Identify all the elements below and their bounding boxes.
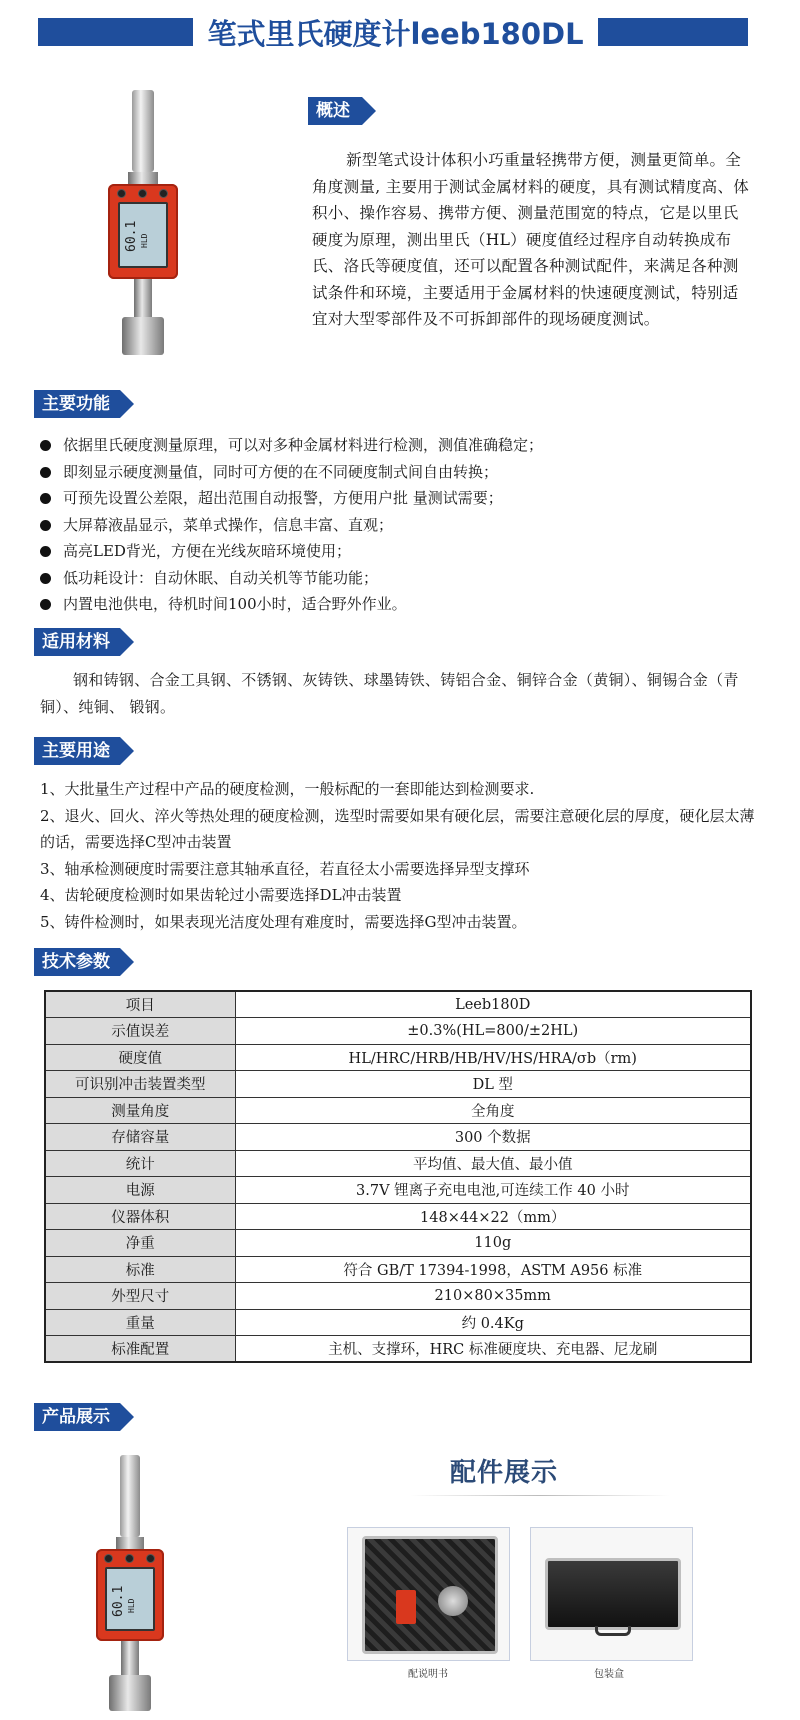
spec-key: 净重 (45, 1230, 235, 1257)
accessory-caption-manual: 配说明书 (408, 1669, 448, 1680)
section-tag-features: 主要功能 (34, 390, 134, 418)
spec-table (44, 990, 752, 1363)
spec-key: 测量角度 (45, 1097, 235, 1124)
spec-value: ±0.3%(HL=800/±2HL) (235, 1018, 751, 1045)
accessory-image-closed-case (530, 1527, 693, 1661)
spec-value: 全角度 (235, 1097, 751, 1124)
list-item: 低功耗设计：自动休眠、自动关机等节能功能； (38, 565, 758, 592)
list-item: 1、大批量生产过程中产品的硬度检测，一般标配的一套即能达到检测要求. (40, 780, 535, 798)
accessories-title: 配件展示 (450, 1458, 559, 1488)
accessory-image-open-case (347, 1527, 510, 1661)
table-row (45, 1150, 751, 1177)
spec-value: 主机、支撑环，HRC 标准硬度块、充电器、尼龙刷 (235, 1336, 751, 1363)
page-title: 笔式里氏硬度计leeb180DL (207, 17, 584, 51)
spec-value: HL/HRC/HRB/HB/HV/HS/HRA/σb（rm) (235, 1044, 751, 1071)
section-tag-uses: 主要用途 (34, 737, 134, 765)
list-item: 2、退火、回火、淬火等热处理的硬度检测，选型时需要如果有硬化层，需要注意硬化层的厚度，硬化层太薄的话，需要选择C型冲击装置 (40, 806, 755, 851)
page-title-bar (38, 17, 748, 51)
table-row (45, 1309, 751, 1336)
spec-value: DL 型 (235, 1071, 751, 1098)
accessories-divider (410, 1495, 670, 1496)
list-item: 5、铸件检测时，如果表现光洁度处理有难度时，需要选择G型冲击装置。 (40, 912, 527, 931)
device-reading: 60.1 (111, 1585, 126, 1617)
product-image-top (108, 90, 188, 360)
spec-key: 示值误差 (45, 1018, 235, 1045)
table-row (45, 1283, 751, 1310)
table-row (45, 1203, 751, 1230)
device-unit: HLD (127, 1598, 136, 1613)
table-row (45, 991, 751, 1018)
spec-key: 存储容量 (45, 1124, 235, 1151)
materials-text: 钢和铸钢、合金工具钢、不锈钢、灰铸铁、球墨铸铁、铸铝合金、铜锌合金（黄铜）、铜锡合金（青铜）、纯铜、 锻钢。 (40, 671, 739, 716)
table-row (45, 1124, 751, 1151)
device-reading: 60.1 (124, 220, 139, 252)
list-item: 即刻显示硬度测量值，同时可方便的在不同硬度制式间自由转换； (38, 459, 758, 486)
list-item: 大屏幕液晶显示，菜单式操作，信息丰富、直观； (38, 512, 758, 539)
title-bar-left (38, 18, 193, 46)
spec-key: 外型尺寸 (45, 1283, 235, 1310)
spec-value: 符合 GB/T 17394-1998，ASTM A956 标准 (235, 1256, 751, 1283)
spec-value: 148×44×22（mm） (235, 1203, 751, 1230)
device-unit: HLD (140, 233, 149, 248)
section-tag-materials: 适用材料 (34, 628, 134, 656)
list-item: 可预先设置公差限，超出范围自动报警，方便用户批 量测试需要； (38, 485, 758, 512)
spec-key: 标准 (45, 1256, 235, 1283)
table-row (45, 1177, 751, 1204)
overview-text: 新型笔式设计体积小巧重量轻携带方便，测量更简单。全角度测量, 主要用于测试金属材料的硬度，具有测试精度高、体积小、操作容易、携带方便、测量范围宽的特点，它是以里氏硬度为原理，测出里氏（HL）硬度值经过程序自动转换成布氏、洛氏等硬度值，还可以配置各种测试配件，来满足各种测试条件和环境，主要适用于金属材料的快速硬度测试，特别适宜对大型零部件及不可拆卸部件的现场硬度测试。 (312, 151, 750, 328)
spec-key: 仪器体积 (45, 1203, 235, 1230)
list-item: 3、轴承检测硬度时需要注意其轴承直径，若直径太小需要选择异型支撑环 (40, 859, 530, 878)
spec-value: 210×80×35mm (235, 1283, 751, 1310)
spec-value: 3.7V 锂离子充电电池,可连续工作 40 小时 (235, 1177, 751, 1204)
table-row (45, 1018, 751, 1045)
list-item: 4、齿轮硬度检测时如果齿轮过小需要选择DL冲击装置 (40, 886, 402, 904)
table-row (45, 1230, 751, 1257)
spec-key: 硬度值 (45, 1044, 235, 1071)
spec-key: 重量 (45, 1309, 235, 1336)
spec-key: 项目 (45, 991, 235, 1018)
spec-value: 约 0.4Kg (235, 1309, 751, 1336)
table-row (45, 1097, 751, 1124)
spec-value: 平均值、最大值、最小值 (235, 1150, 751, 1177)
accessory-caption-box: 包装盒 (594, 1669, 624, 1680)
list-item: 依据里氏硬度测量原理，可以对多种金属材料进行检测，测值准确稳定； (38, 432, 758, 459)
product-image-bottom (96, 1455, 186, 1713)
spec-key: 电源 (45, 1177, 235, 1204)
features-list (38, 432, 758, 618)
list-item: 高亮LED背光，方便在光线灰暗环境使用； (38, 538, 758, 565)
section-tag-specs: 技术参数 (34, 948, 134, 976)
table-row (45, 1044, 751, 1071)
spec-value: Leeb180D (235, 991, 751, 1018)
title-bar-right (598, 18, 748, 46)
spec-key: 统计 (45, 1150, 235, 1177)
uses-list (40, 776, 760, 935)
section-tag-overview: 概述 (308, 97, 376, 125)
spec-key: 可识别冲击装置类型 (45, 1071, 235, 1098)
table-row (45, 1071, 751, 1098)
spec-value: 300 个数据 (235, 1124, 751, 1151)
spec-key: 标准配置 (45, 1336, 235, 1363)
spec-value: 110g (235, 1230, 751, 1257)
table-row (45, 1336, 751, 1363)
table-row (45, 1256, 751, 1283)
section-tag-showcase: 产品展示 (34, 1403, 134, 1431)
list-item: 内置电池供电，待机时间100小时，适合野外作业。 (38, 591, 758, 618)
